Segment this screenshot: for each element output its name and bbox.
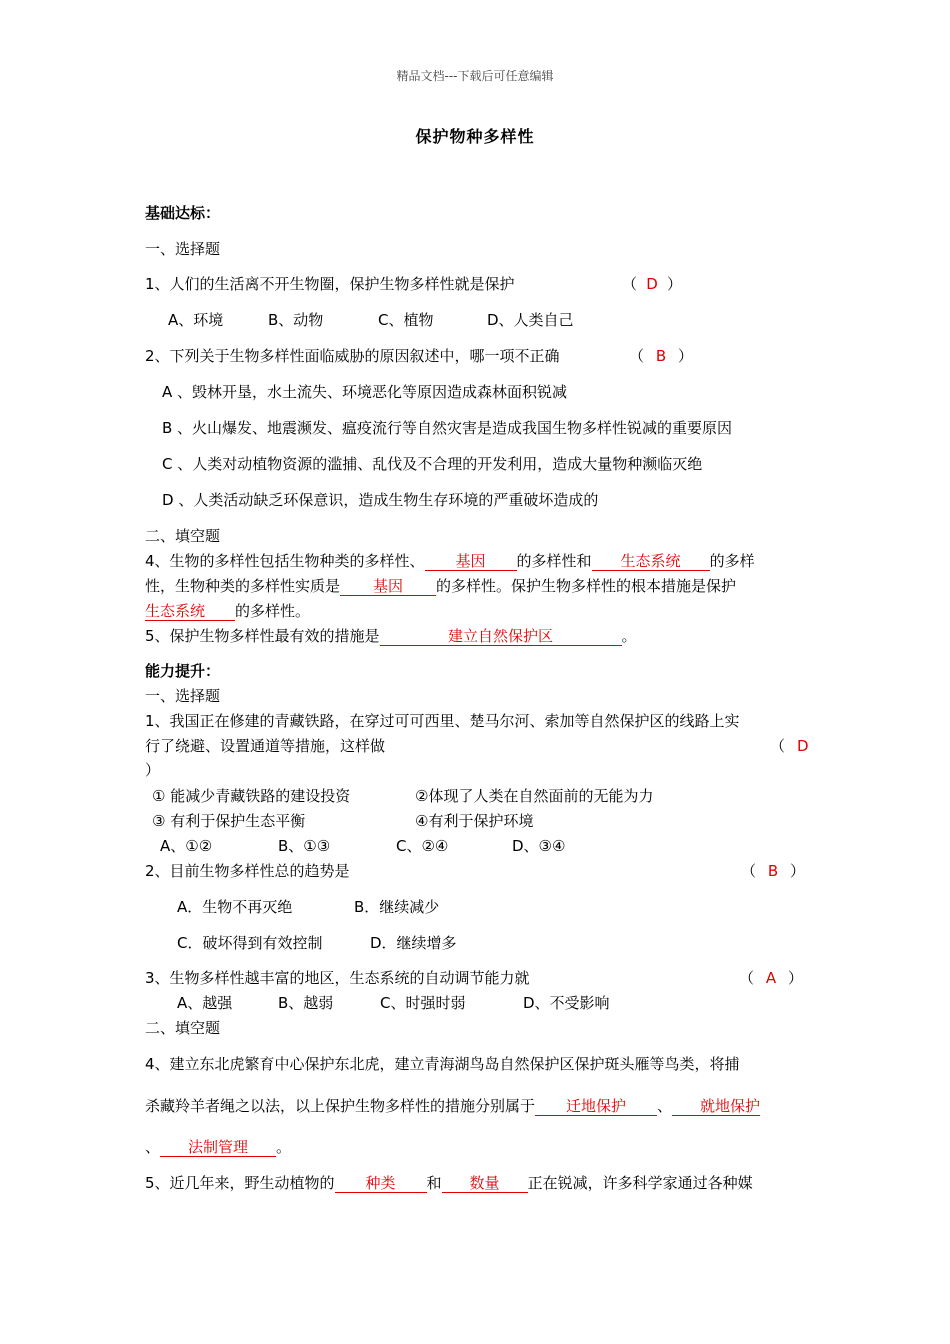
adv-question-1-open: （ bbox=[770, 737, 786, 755]
adv-question-2-option-b: B．继续减少 bbox=[354, 898, 440, 916]
adv-question-5: 5、近几年来，野生动植物的 种类 和 数量 正在锐减，许多科学家通过各种媒 bbox=[145, 1174, 753, 1192]
adv-question-2-option-c: C．破坏得到有效控制 bbox=[177, 934, 323, 952]
adv-question-3-option-d: D、不受影响 bbox=[523, 994, 610, 1012]
question-2-answer: （ B ） bbox=[629, 347, 694, 365]
adv-question-1-option-d: D、③④ bbox=[512, 837, 566, 855]
blank-in-situ: 就地保护 bbox=[672, 1097, 760, 1116]
adv-question-1-close: ） bbox=[145, 761, 161, 779]
blank-quantity: 数量 bbox=[442, 1174, 528, 1193]
fill-heading: 二、填空题 bbox=[145, 527, 221, 545]
section-heading-basic: 基础达标： bbox=[145, 204, 221, 222]
adv-question-2-answer: （ B ） bbox=[741, 862, 806, 880]
blank-ecosystem-1: 生态系统 bbox=[592, 552, 710, 571]
blank-species: 种类 bbox=[335, 1174, 427, 1193]
blank-ex-situ: 迁地保护 bbox=[535, 1097, 657, 1116]
question-1-option-b: B、动物 bbox=[268, 311, 324, 329]
page-title: 保护物种多样性 bbox=[415, 127, 535, 146]
adv-question-1-option-c: C、②④ bbox=[396, 837, 449, 855]
question-4-line-1: 4、生物的多样性包括生物种类的多样性、 基因 的多样性和 生态系统 的多样 bbox=[145, 552, 755, 570]
adv-question-1-option-b: B、①③ bbox=[278, 837, 331, 855]
question-2-option-b: B 、火山爆发、地震濒发、瘟疫流行等自然灾害是造成我国生物多样性锐减的重要原因 bbox=[162, 419, 733, 437]
adv-question-1-line-1: 1、我国正在修建的青藏铁路，在穿过可可西里、楚马尔河、索加等自然保护区的线路上实 bbox=[145, 712, 740, 730]
page-header: 精品文档---下载后可任意编辑 bbox=[396, 69, 554, 83]
blank-gene-1: 基因 bbox=[425, 552, 517, 571]
adv-question-1-answer: D bbox=[797, 737, 809, 755]
adv-question-2-option-a: A．生物不再灭绝 bbox=[177, 898, 293, 916]
adv-question-4-line-2: 杀藏羚羊者绳之以法，以上保护生物多样性的措施分别属于 迁地保护 、 就地保护 bbox=[145, 1097, 761, 1115]
adv-question-3-text: 3、生物多样性越丰富的地区，生态系统的自动调节能力就 bbox=[145, 969, 530, 987]
adv-question-4-line-1: 4、建立东北虎繁育中心保护东北虎，建立青海湖鸟岛自然保护区保护斑头雁等鸟类，将捕 bbox=[145, 1055, 740, 1073]
adv-question-1-item-1: ① 能减少青藏铁路的建设投资 bbox=[152, 787, 351, 805]
adv-question-1-item-3: ③ 有利于保护生态平衡 bbox=[152, 812, 306, 830]
question-2-option-a: A 、毁林开垦，水土流失、环境恶化等原因造成森林面积锐减 bbox=[162, 383, 568, 401]
question-2-text: 2、下列关于生物多样性面临威胁的原因叙述中，哪一项不正确 bbox=[145, 347, 560, 365]
adv-question-1-item-4: ④有利于保护环境 bbox=[415, 812, 534, 830]
adv-question-1-line-2: 行了绕避、设置通道等措施，这样做 bbox=[145, 737, 386, 755]
choice-heading-2: 一、选择题 bbox=[145, 687, 221, 705]
question-1-text: 1、人们的生活离不开生物圈，保护生物多样性就是保护 bbox=[145, 275, 515, 293]
blank-gene-2: 基因 bbox=[340, 577, 436, 596]
adv-question-3-option-c: C、时强时弱 bbox=[380, 994, 466, 1012]
adv-question-2-option-d: D．继续增多 bbox=[370, 934, 457, 952]
adv-question-4-line-3: 、 法制管理 。 bbox=[145, 1138, 292, 1156]
question-1-answer: （ D ） bbox=[622, 275, 683, 293]
blank-nature-reserve: 建立自然保护区 bbox=[380, 627, 622, 646]
question-2-option-d: D 、人类活动缺乏环保意识，造成生物生存环境的严重破坏造成的 bbox=[162, 491, 599, 509]
blank-ecosystem-2: 生态系统 bbox=[145, 602, 235, 621]
adv-question-3-option-a: A、越强 bbox=[177, 994, 233, 1012]
question-4-line-2: 性，生物种类的多样性实质是 基因 的多样性。保护生物多样性的根本措施是保护 bbox=[145, 577, 737, 595]
question-1-option-c: C、植物 bbox=[378, 311, 434, 329]
question-1-option-d: D、人类自己 bbox=[487, 311, 574, 329]
fill-heading-2: 二、填空题 bbox=[145, 1019, 221, 1037]
choice-heading: 一、选择题 bbox=[145, 240, 221, 258]
blank-legal-management: 法制管理 bbox=[160, 1138, 276, 1157]
question-5: 5、保护生物多样性最有效的措施是 建立自然保护区 。 bbox=[145, 627, 637, 645]
question-1-option-a: A、环境 bbox=[168, 311, 224, 329]
adv-question-1-item-2: ②体现了人类在自然面前的无能为力 bbox=[415, 787, 654, 805]
adv-question-3-option-b: B、越弱 bbox=[278, 994, 334, 1012]
adv-question-2-text: 2、目前生物多样性总的趋势是 bbox=[145, 862, 350, 880]
adv-question-1-option-a: A、①② bbox=[160, 837, 213, 855]
adv-question-3-answer: （ A ） bbox=[739, 969, 804, 987]
question-2-option-c: C 、人类对动植物资源的滥捕、乱伐及不合理的开发利用，造成大量物种濒临灭绝 bbox=[162, 455, 703, 473]
section-heading-advanced: 能力提升： bbox=[145, 662, 221, 680]
question-4-line-3: 生态系统 的多样性。 bbox=[145, 602, 311, 620]
